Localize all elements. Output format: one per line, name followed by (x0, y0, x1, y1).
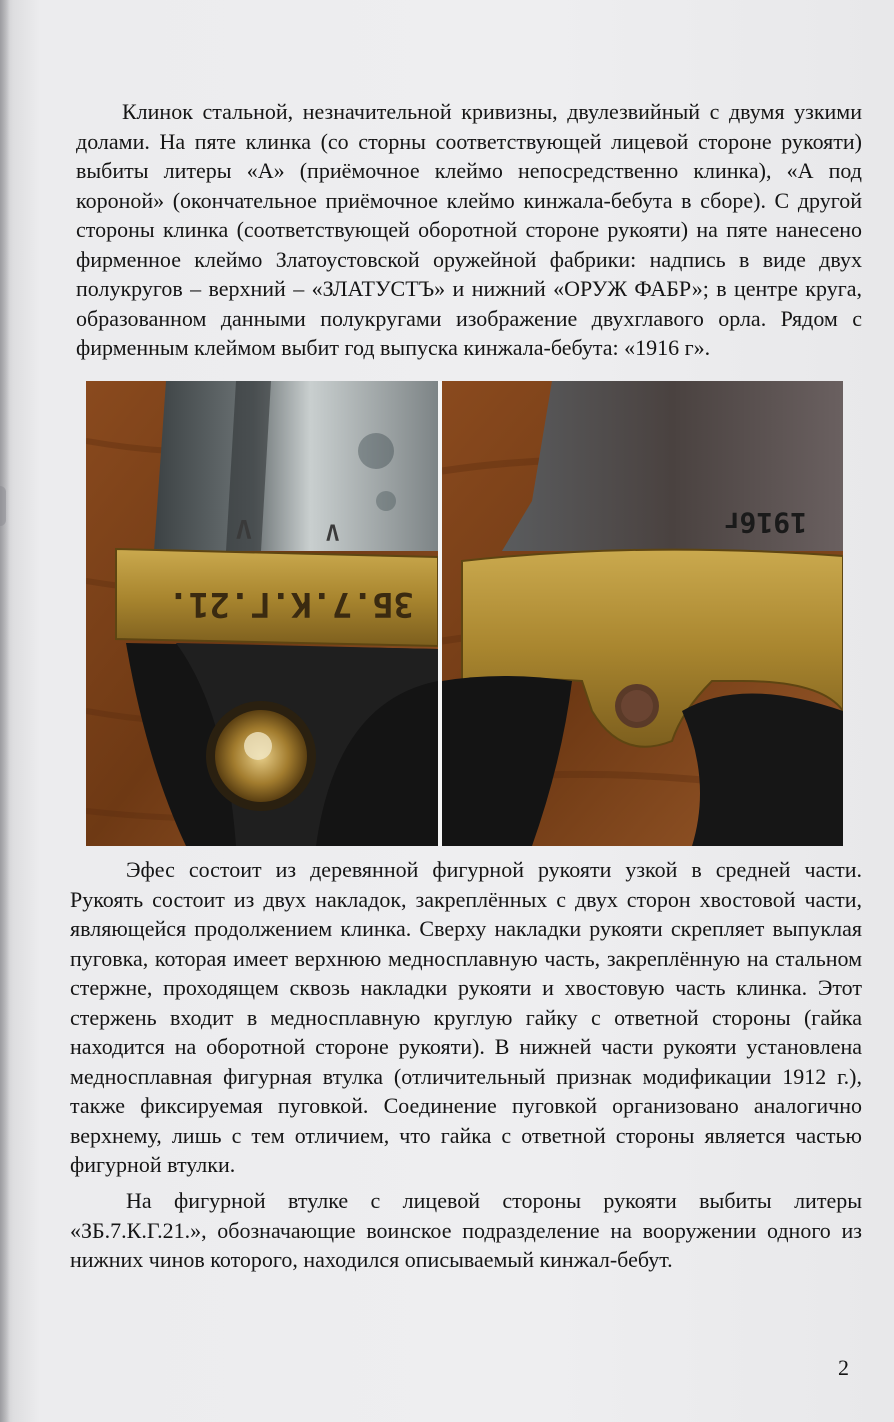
sleeve-stamp-letters: ЗБ.7.К.Г.21. (168, 584, 414, 624)
page-number: 2 (838, 1355, 849, 1380)
page-edge-mark (0, 486, 6, 526)
blade-year-stamp: 1916г (722, 506, 807, 539)
paragraph-hilt-description: Эфес состоит из деревянной фигурной рукояти узкой в средней части. Рукоять состоит из двух накладок, закреплённых с двух сторон хвостовой части, являющейся продолжением клинка. Сверху накладки рукояти скрепляет выпуклая пуговка, которая имеет верхнюю медносплавную часть, закреплённую на стальном стержне, проходящем сквозь накладки рукояти и хвостовую часть клинка. Этот стержень входит в медносплавную круглую гайку с ответной стороны (гайка находится на оборотной стороне рукояти). В нижней части рукояти установлена медносплавная фигурная втулка (отличительный признак модификации 1912 г.), также фиксируемая пуговкой. Соединение пуговкой организовано аналогично верхнему, лишь с тем отличием, что гайка с ответной стороны является частью фигурной втулки. (70, 857, 862, 1177)
photo-left-panel (86, 381, 438, 846)
dagger-photo (86, 381, 843, 846)
paragraph-blade-description: Клинок стальной, незначительной кривизны, двулезвийный с двумя узкими долами. На пяте клинка (со сторны соответствующей лицевой стороне рукояти) выбиты литеры «А» (приёмочное клеймо непосредственно клинка), «А под короной» (окончательное приёмочное клеймо кинжала-бебута в сборе). С другой стороны клинка (соответствующей оборотной стороне рукояти) на пяте нанесено фирменное клеймо Златоустовской оружейной фабрики: надпись в виде двух полукругов – верхний – «ЗЛАТУСТЪ» и нижний «ОРУЖ ФАБР»; в центре круга, образованном данными полукругами изображение двухглавого орла. Рядом с фирменным клеймом выбит год выпуска кинжала-бебута: «1916 г». (76, 99, 862, 360)
blade-mark-a-crown: Λ (326, 522, 340, 547)
blade-mark-a-left: Λ (236, 516, 252, 546)
photo-right-panel (442, 381, 843, 846)
paragraph-sleeve-marking: На фигурной втулке с лицевой стороны рукояти выбиты литеры «ЗБ.7.К.Г.21.», обозначающие воинское подразделение на вооружении одного из нижних чинов которого, находился описываемый кинжал-бебут. (70, 1188, 862, 1272)
binding-shadow (0, 0, 10, 1422)
